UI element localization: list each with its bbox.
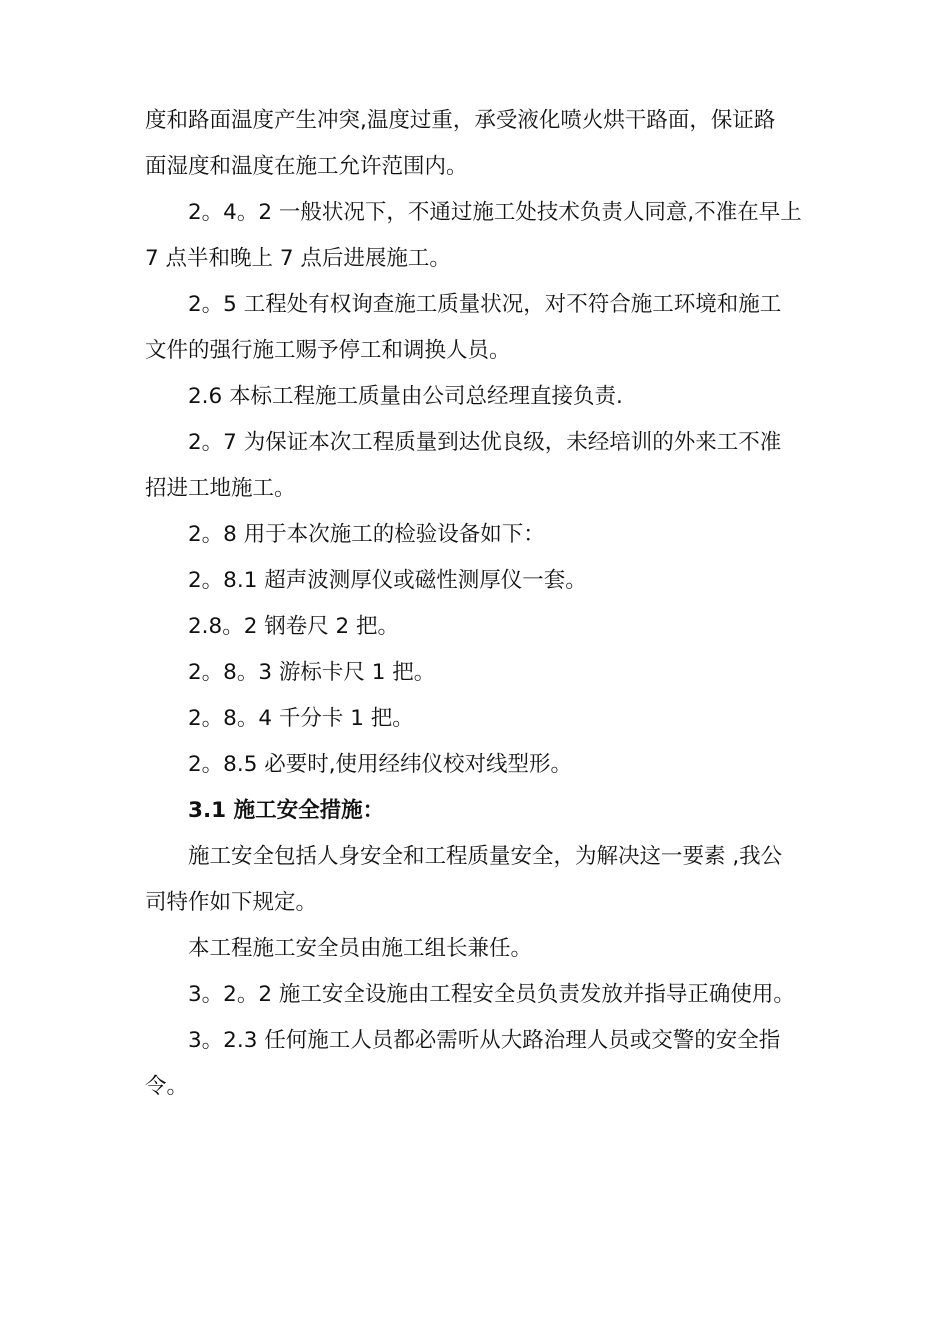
paragraph [145,972,810,1018]
heading-text: 3.1 施工安全措施： [188,798,385,823]
text-line: 2.6 本标工程施工质量由公司总经理直接负责. [188,384,623,409]
text-line: 2。8.1 超声波测厚仪或磁性测厚仪一套。 [188,568,587,593]
paragraph [145,1018,810,1110]
text-line: 文件的强行施工赐予停工和调换人员。 [145,338,511,363]
text-line: 面湿度和温度在施工允许范围内。 [145,154,468,179]
text-line: 2。8。4 千分卡 1 把。 [188,706,414,731]
paragraph [145,696,810,742]
section-heading [145,788,810,834]
paragraph [145,190,810,282]
paragraph [145,420,810,512]
paragraph [145,98,810,190]
text-line: 2。8.5 必要时,使用经纬仪校对线型形。 [188,752,573,777]
text-line: 2。4。2 一般状况下，不通过施工处技术负责人同意,不准在早上 [188,200,802,225]
paragraph [145,512,810,558]
text-line: 施工安全包括人身安全和工程质量安全，为解决这一要素 ,我公 [188,844,783,869]
paragraph [145,742,810,788]
text-line: 司特作如下规定。 [145,890,318,915]
paragraph [145,926,810,972]
text-line: 7 点半和晚上 7 点后进展施工。 [145,246,451,271]
paragraph [145,834,810,926]
text-line: 2。8。3 游标卡尺 1 把。 [188,660,436,685]
paragraph [145,558,810,604]
text-line: 度和路面温度产生冲突,温度过重，承受液化喷火烘干路面，保证路 [145,108,776,133]
paragraph [145,604,810,650]
text-line: 招进工地施工。 [145,476,296,501]
text-line: 2。8 用于本次施工的检验设备如下： [188,522,545,547]
paragraph [145,374,810,420]
document-body [145,98,810,1110]
paragraph [145,650,810,696]
text-line: 2。5 工程处有权询查施工质量状况，对不符合施工环境和施工 [188,292,782,317]
text-line: 2。7 为保证本次工程质量到达优良级，未经培训的外来工不准 [188,430,782,455]
text-line: 2.8。2 钢卷尺 2 把。 [188,614,400,639]
text-line: 令。 [145,1074,189,1099]
text-line: 本工程施工安全员由施工组长兼任。 [188,936,533,961]
text-line: 3。2。2 施工安全设施由工程安全员负责发放并指导正确使用。 [188,982,795,1007]
paragraph [145,282,810,374]
text-line: 3。2.3 任何施工人员都必需听从大路治理人员或交警的安全指 [188,1028,781,1053]
